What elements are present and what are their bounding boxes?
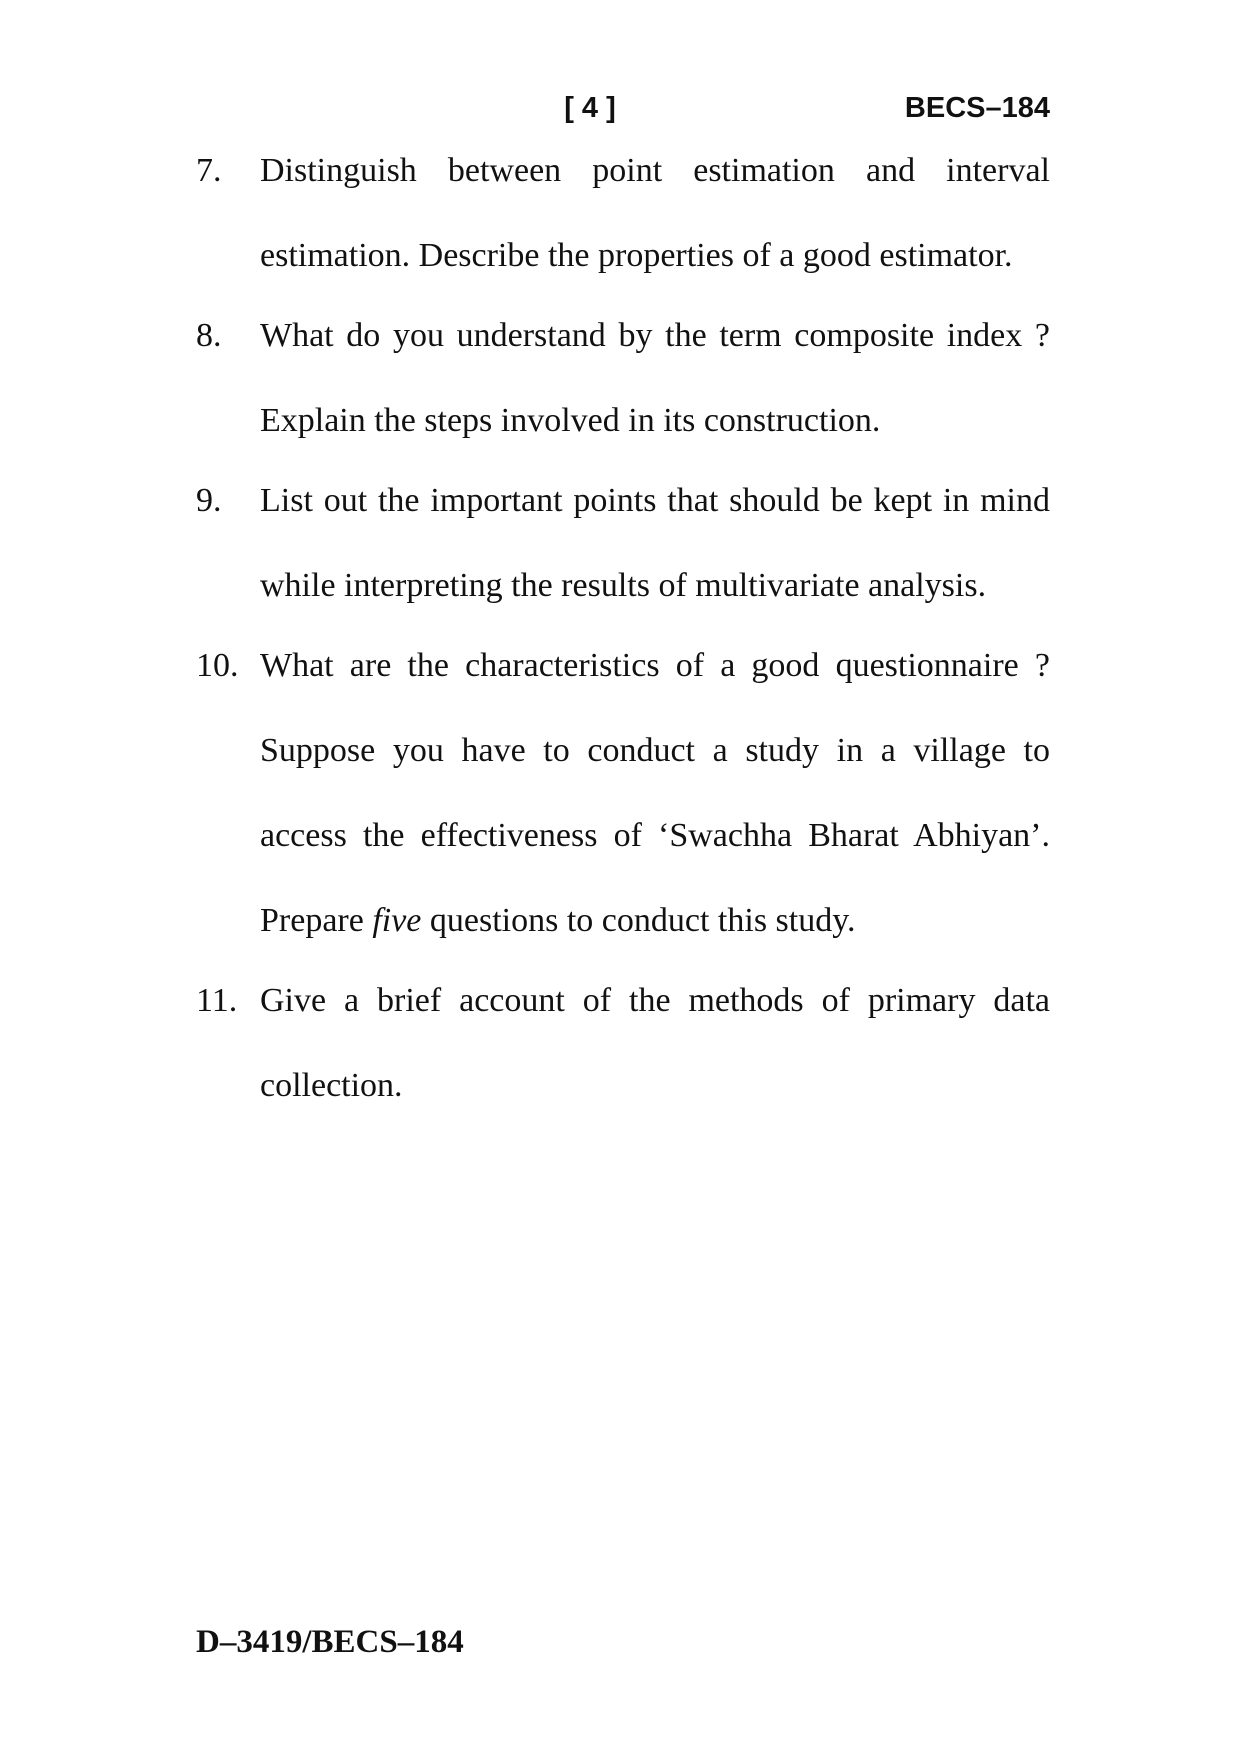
question-number: 11. (196, 982, 238, 1019)
question-list (196, 150, 1050, 1145)
page-number: [ 4 ] (564, 92, 616, 124)
question-text-part: What are the characteristics of a good questionnaire ? Suppose you have to conduct a study in a village to access the effectiveness of ‘Swachha Bharat Abhiyan’. Prepare (260, 647, 1050, 939)
question-text (260, 623, 1050, 963)
question-9 (196, 480, 1050, 628)
question-text: Give a brief account of the methods of primary data collection. (260, 982, 1050, 1104)
question-number: 10. (196, 647, 239, 684)
question-8 (196, 315, 1050, 463)
question-number: 7. (196, 152, 222, 189)
question-number: 9. (196, 482, 222, 519)
question-text: What do you understand by the term composite index ? Explain the steps involved in its construction. (260, 317, 1050, 439)
paper-code-footer: D–3419/BECS–184 (196, 1624, 464, 1660)
question-11 (196, 980, 1050, 1128)
question-7 (196, 150, 1050, 298)
question-text: List out the important points that should be kept in mind while interpreting the results of multivariate analysis. (260, 482, 1050, 604)
question-text-part: questions to conduct this study. (421, 902, 856, 939)
question-number: 8. (196, 317, 222, 354)
question-text: Distinguish between point estimation and interval estimation. Describe the properties of a good estimator. (260, 152, 1050, 274)
question-10 (196, 645, 1050, 963)
course-code-header: BECS–184 (904, 92, 1050, 124)
emphasized-word: five (372, 902, 422, 939)
